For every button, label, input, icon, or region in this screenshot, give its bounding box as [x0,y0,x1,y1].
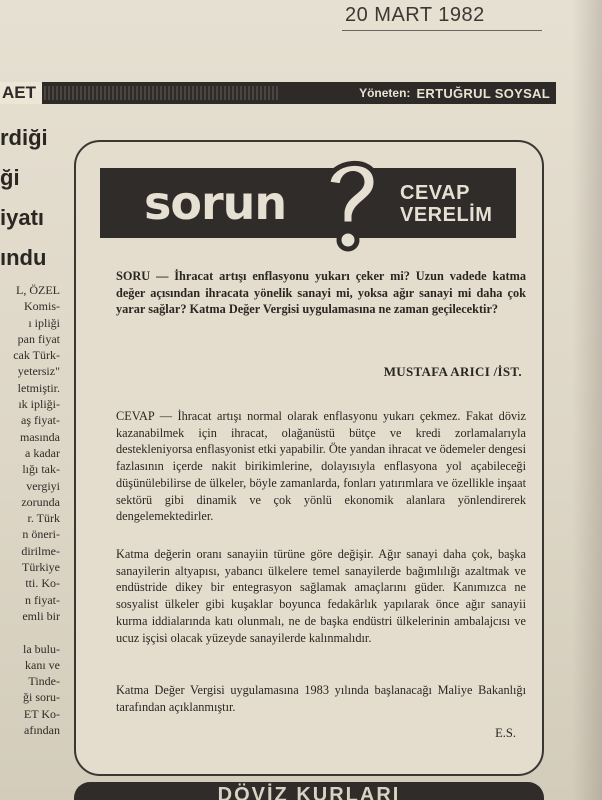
qa-article-box [74,140,544,776]
left-body-line: a kadar [25,445,60,460]
page-edge-shadow [572,0,602,800]
left-body-line: Türkiye [22,560,60,575]
left-body-line: la bulu- [23,641,60,656]
left-column-article [0,118,64,800]
question-mark-icon [314,150,390,258]
date-rule [342,30,542,31]
banner-title: sorun [144,176,287,230]
answer-paragraph-3: Katma Değer Vergisi uygulamasına 1983 yılında başlanacağı Maliye Bakanlığı tarafından açıklanmıştır. [116,683,526,714]
left-body-line: lığı tak- [22,462,60,477]
left-body-line: cak Türk- [13,348,60,363]
left-body-line: tti. Ko- [25,576,60,591]
left-body-line: kanı ve [25,657,60,672]
left-body-line: letmiştir. [17,380,60,395]
left-body-line: vergiyi [26,478,60,493]
issue-date: 20 MART 1982 [345,4,485,26]
left-body-line: ET Ko- [23,706,60,721]
left-body-line: r. Türk [27,511,60,526]
left-headline-line: iyatı [0,205,45,230]
left-body-line: aş fiyat- [21,413,60,428]
next-article-banner: DÖVİZ KURLARI [74,782,544,800]
answer-paragraph-1: CEVAP — İhracat artışı normal olarak enflasyonu yukarı çekmez. Fakat döviz kazanabilmek için ihracat, olağanüstü bütçe ve kredi zorlamalarıyla destekleniyorsa enflasyonist etki yapabilir. Öte yandan ihracat ve ödemeler dengesi fazlasının içerde nakit birikimlerine, dolayısıyla enflasyona yol açabileceği düşünülebilirse de ülkeler, böyle zamanlarda, fonları yatırımlara ve özellikle inşaat sektörü gibi dinamik ve çok yönlü ekonomik alanlara yönlendirerek dengelemektedirler. [116,409,526,524]
banner-subtitle-line2: VERELİM [400,204,493,226]
answer-signature: E.S. [495,726,516,740]
answer-paragraph-2: Katma değerin oranı sanayiin türüne göre değişir. Ağır sanayi daha çok, başka sanayilerin altyapısı, yabancı ülkelere temel sanayilerde bağımlılığı azaltmak ve endüstride dikey bir entegrasyon sağlamak amaçlarını güder. Kanımızca ne sosyalist ülkeler gibi kuşaklar boyunca fedakârlık yapılarak önce ağır sanayii kurma iddialarında katı olunmalı, ne de başka endüstri ülkelerinin ambalajcısı ve ucuz işçisi olacak yüzeyde sanayilerde kalınmalıdır. [116,547,526,645]
editor-name: ERTUĞRUL SOYSAL [416,85,550,101]
sorun-cevap-banner [100,168,516,238]
left-body-line: ği soru- [23,690,60,705]
banner-subtitle [400,182,492,226]
left-body-line: ı ipliği [28,315,60,330]
question-author: MUSTAFA ARICI /İST. [383,364,522,379]
left-body-line: afından [24,723,60,738]
left-body-line: emli bir [22,608,60,623]
header-pattern [44,86,280,100]
left-body-line: zorunda [21,494,60,509]
left-body-line: ık ipliği- [18,397,60,412]
editor-credit [359,86,556,101]
editor-label: Yöneten: [359,85,411,100]
section-name: AET [0,82,42,104]
left-body-line: dirilme- [21,543,60,558]
left-headline-line: rdiği [0,125,48,150]
left-body-line: L, ÖZEL [16,283,60,297]
left-headline [0,118,64,278]
left-body-line: yetersiz" [17,364,60,379]
banner-subtitle-line1: CEVAP [400,182,470,204]
question-paragraph: SORU — İhracat artışı enflasyonu yukarı çeker mi? Uzun vadede katma değer açısından ihracata yönelik sanayi mi, yoksa ağır sanayi mi daha çok yarar sağlar? Katma Değer Vergisi uygulamasına ne zaman geçilecektir? [116,269,526,317]
left-body-line: n fiyat- [25,592,60,607]
left-headline-line: ındu [0,245,47,270]
left-body-line: n öneri- [22,527,60,542]
left-body-line: masında [20,429,60,444]
left-body-line: Tinde- [28,674,60,689]
left-body-line: Komis- [24,299,60,314]
left-body-line: pan fiyat [17,331,60,346]
left-headline-line: ği [0,165,20,190]
left-body-line [0,624,60,640]
left-body-text [0,282,64,738]
